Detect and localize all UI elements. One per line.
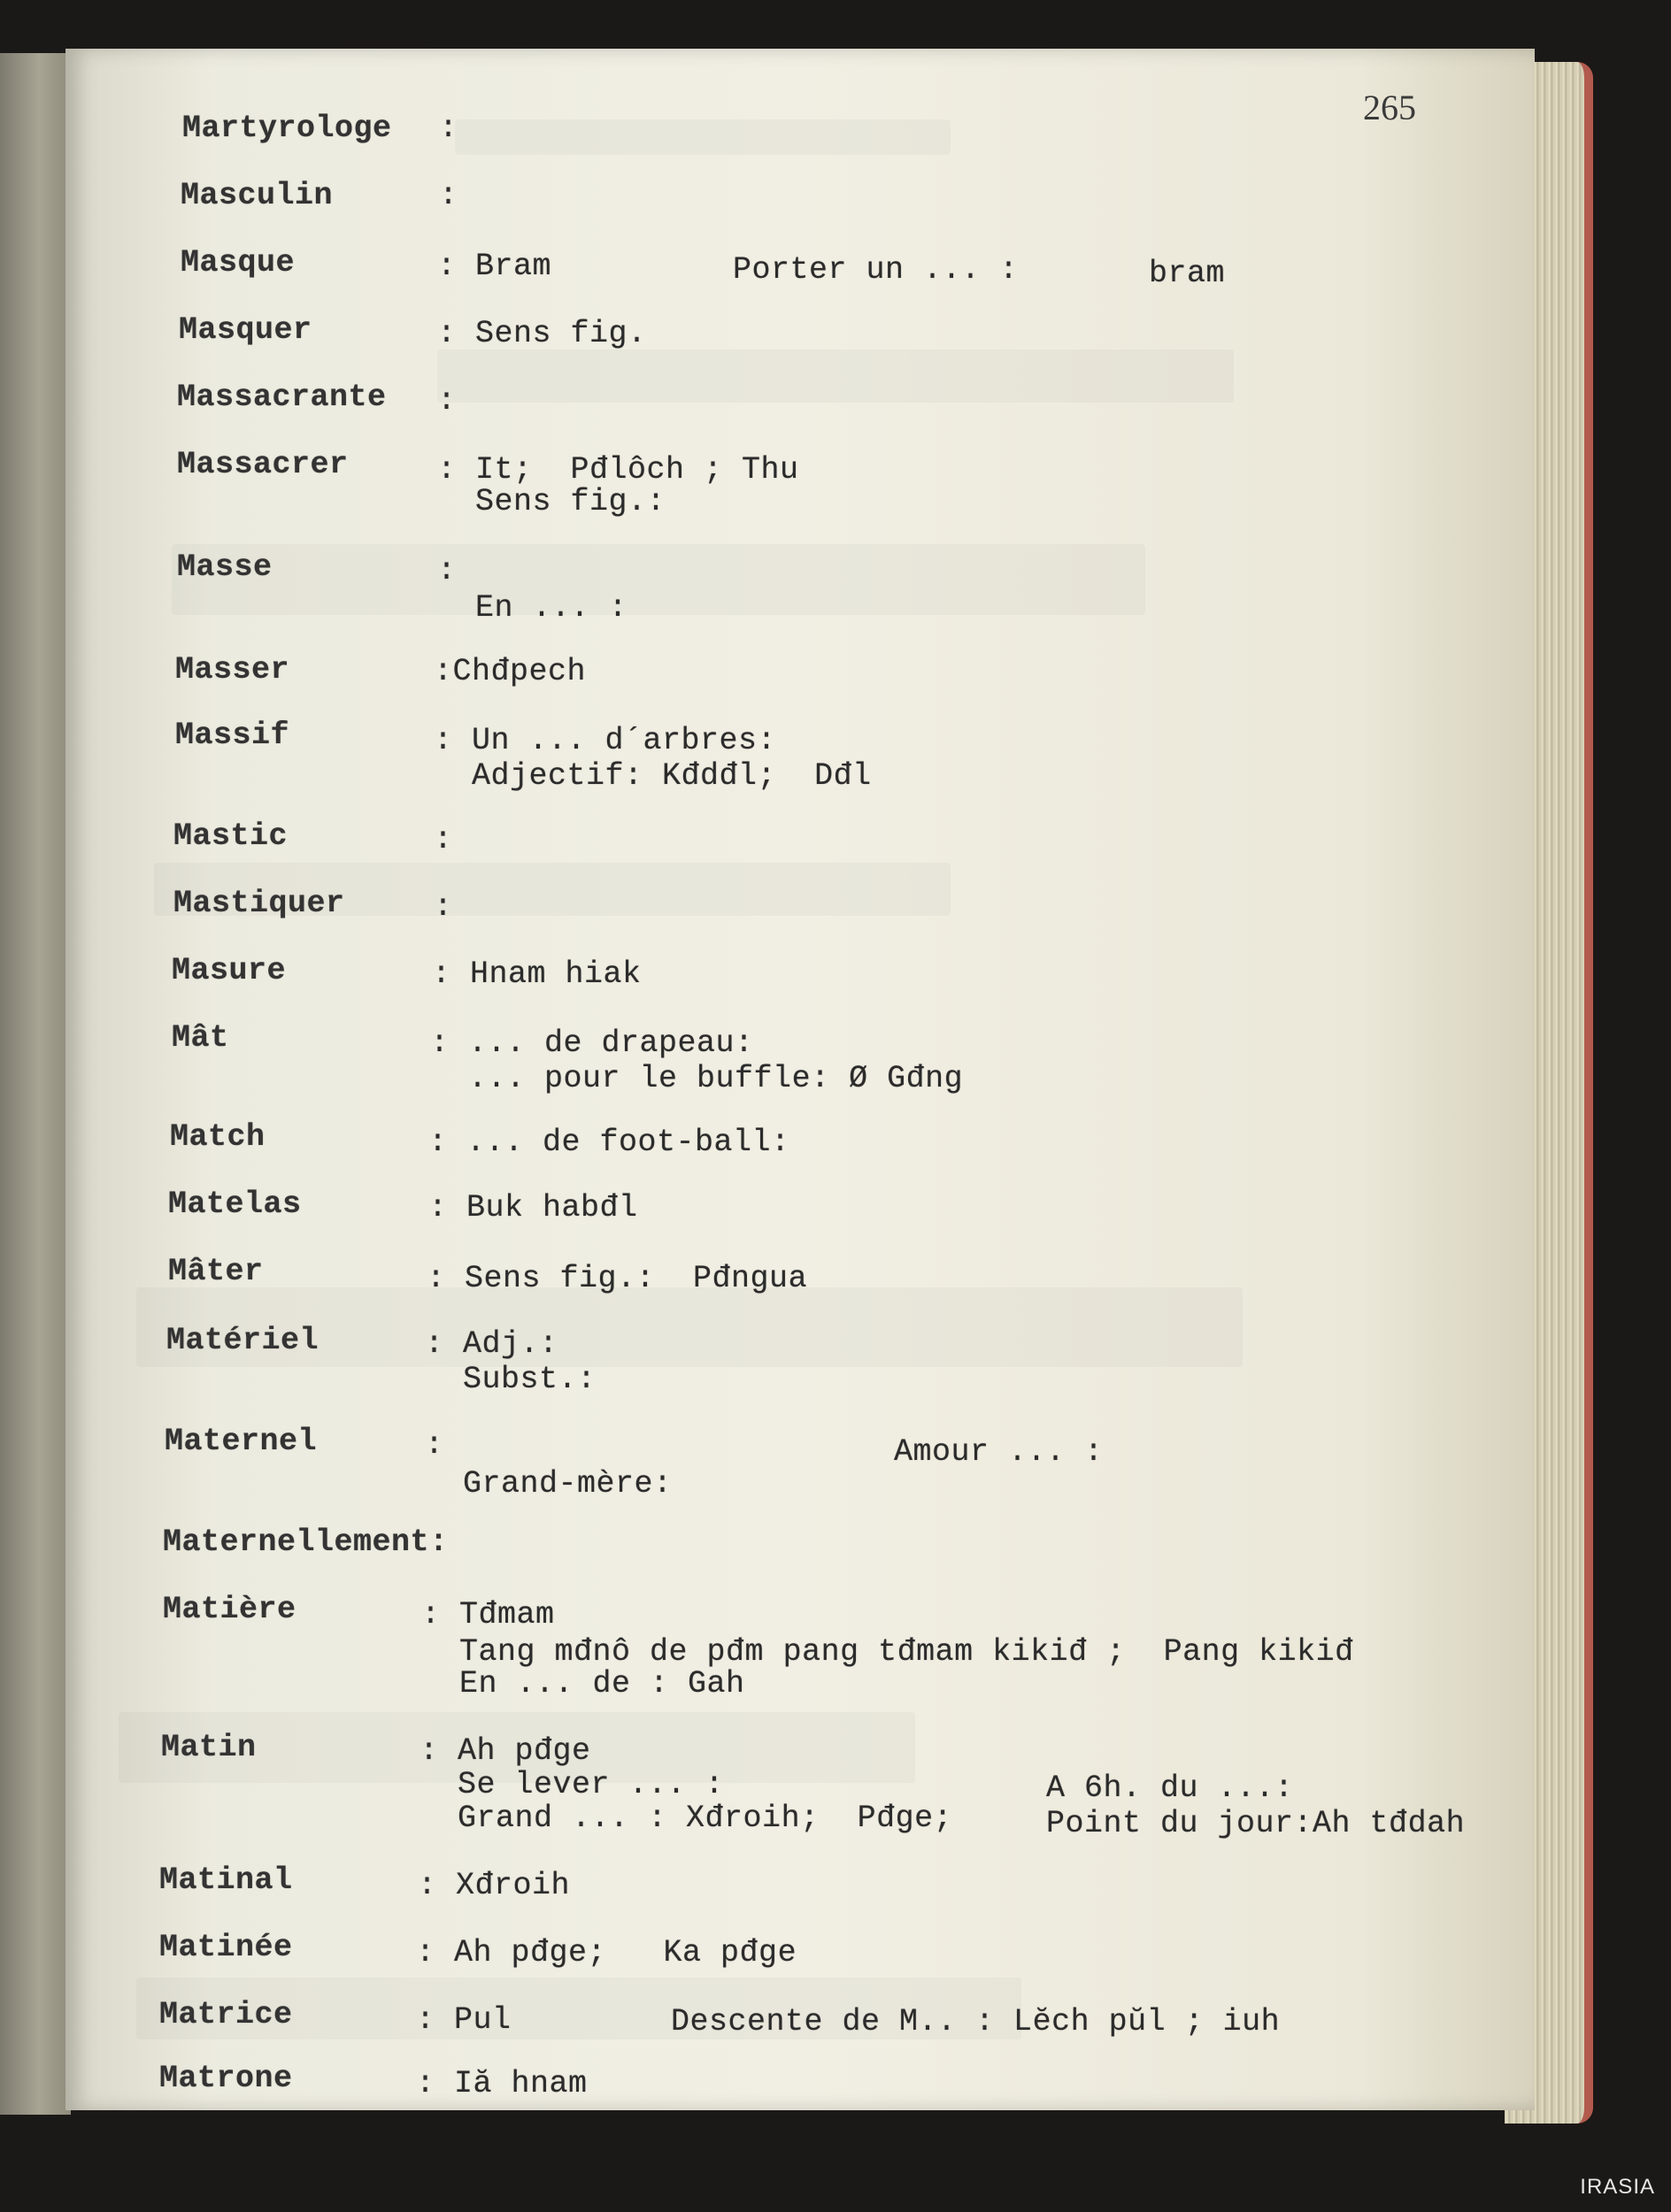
headword: Masure [172, 953, 287, 988]
headword: Matinal [159, 1863, 293, 1898]
headword: Masse [177, 549, 273, 585]
definition-line: : Ah pđge [420, 1733, 591, 1769]
definition-line: Grand ... : Xđroih; Pđge; [420, 1801, 953, 1836]
sub-definition: Porter un ... : [733, 252, 1019, 288]
headword: Massif [175, 718, 290, 753]
definition-line: Se lever ... : [420, 1767, 725, 1802]
definition-line: : Hnam hiak [432, 956, 642, 992]
definition-line: : Adj.: [425, 1326, 558, 1362]
definition-line: : ... de foot-ball: [428, 1125, 790, 1160]
definition-line: : [437, 383, 457, 419]
definition-line: : Bram [437, 249, 552, 284]
definition-line: : Tđmam [421, 1597, 555, 1632]
definition-line: : [439, 178, 458, 213]
definition-line: Tang mđnô de pđm pang tđmam kikiđ ; Pang kikiđ [421, 1634, 1354, 1670]
definition-line: ... pour le buffle: Ø Gđng [430, 1061, 964, 1096]
headword: Maternel [165, 1424, 318, 1459]
sub-definition: Amour ... : [894, 1434, 1104, 1470]
sub-definition: Point du jour:Ah tđdah [1046, 1806, 1466, 1841]
definition-line: : [434, 822, 453, 857]
headword: Matinée [159, 1930, 293, 1965]
headword: Maternellement: [163, 1525, 449, 1560]
headword: Matin [161, 1730, 257, 1765]
headword: Massacrante [177, 380, 387, 415]
definition-line: : [439, 111, 458, 146]
definition-line: : Pul [416, 2002, 512, 2038]
definition-line: : Sens fig.: Pđngua [427, 1261, 808, 1296]
definition-line: Sens fig.: [437, 484, 666, 519]
headword: Matériel [166, 1323, 320, 1358]
headword: Match [170, 1119, 266, 1155]
headword: Mastic [173, 818, 289, 854]
page-number: 265 [1363, 88, 1416, 127]
definition-line: : Sens fig. [437, 316, 647, 351]
headword: Masser [175, 652, 290, 687]
sub-definition: A 6h. du ...: [1046, 1770, 1294, 1806]
headword: Masculin [181, 178, 334, 213]
definition-line: : Xđroih [418, 1868, 571, 1903]
headword: Mâter [168, 1254, 264, 1289]
definition-line: : Buk habđl [428, 1190, 638, 1225]
definition-line: Grand-mère: [425, 1466, 673, 1502]
sub-definition: bram [1149, 256, 1226, 291]
headword: Mât [172, 1020, 229, 1056]
headword: Mastiquer [173, 886, 345, 921]
definition-line: : Ah pđge; Ka pđge [416, 1935, 797, 1970]
definition-line: En ... : [437, 590, 628, 626]
headword: Masque [181, 245, 296, 280]
headword: Matelas [168, 1187, 302, 1222]
definition-line: Subst.: [425, 1362, 597, 1397]
definition-line: En ... de : Gah [421, 1666, 745, 1701]
headword: Matière [163, 1592, 296, 1627]
sub-definition: Descente de M.. : Lĕch pŭl ; iuh [671, 2004, 1281, 2039]
definition-line: : Un ... d´arbres: [434, 723, 777, 758]
definition-line: : It; Pđlôch ; Thu [437, 452, 799, 488]
watermark: IRASIA [1580, 2175, 1655, 2199]
headword: Matrone [159, 2061, 293, 2096]
definition-line: : ... de drapeau: [430, 1025, 754, 1061]
definition-line: : Iă hnam [416, 2066, 588, 2101]
definition-line: : [434, 889, 453, 925]
definition-line: : [437, 553, 457, 588]
headword: Massacrer [177, 447, 349, 482]
left-page-edge [0, 53, 71, 2115]
headword: Martyrologe [182, 111, 392, 146]
definition-line: :Chđpech [434, 654, 587, 689]
definition-line: : [425, 1427, 444, 1463]
definition-line: Adjectif: Kđdđl; Dđl [434, 758, 872, 794]
headword: Matrice [159, 1997, 293, 2032]
headword: Masquer [179, 312, 312, 348]
